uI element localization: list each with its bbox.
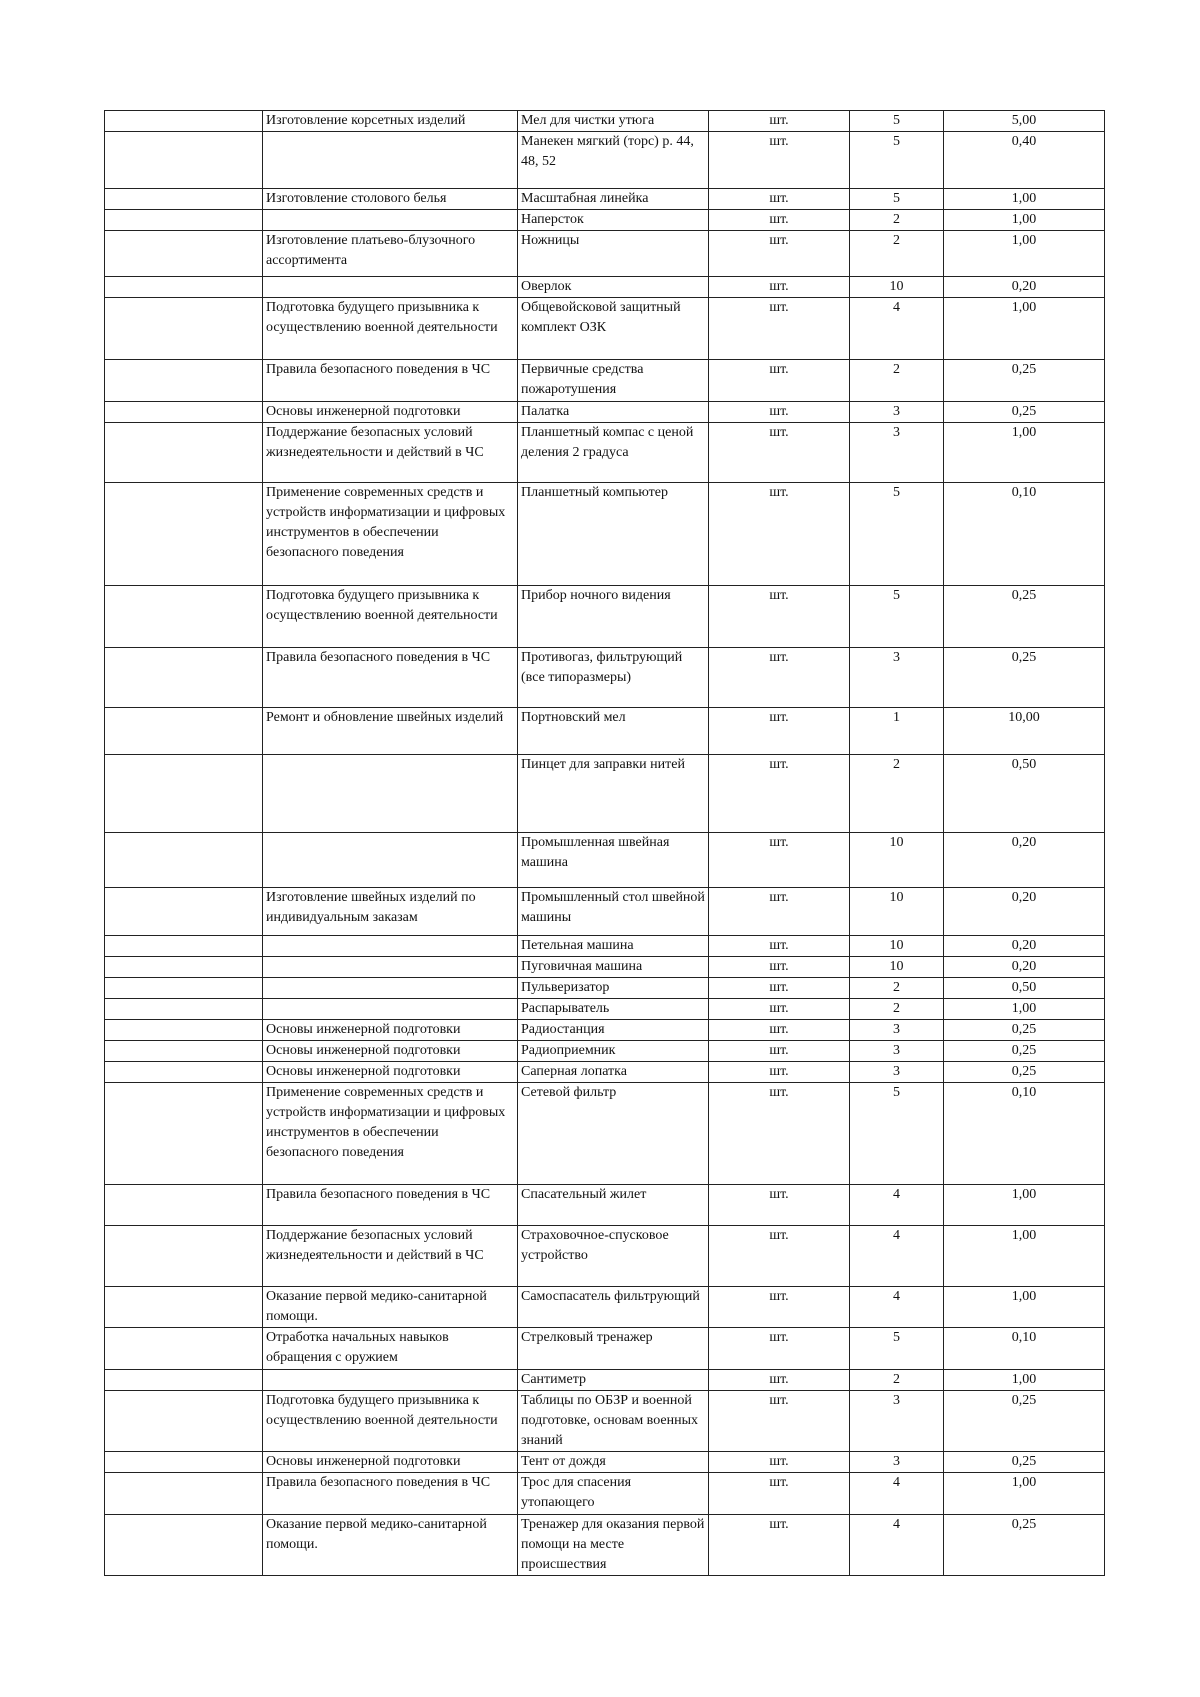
item-name-cell: Тренажер для оказания первой помощи на месте происшествия <box>518 1515 709 1576</box>
table-row <box>105 1020 1105 1041</box>
row-number-cell <box>105 483 263 586</box>
unit-cell: шт. <box>709 1370 850 1391</box>
item-name-cell: Петельная машина <box>518 936 709 957</box>
quantity-cell: 4 <box>850 1473 944 1515</box>
section-cell <box>263 1370 518 1391</box>
section-cell <box>263 755 518 833</box>
quantity-cell: 3 <box>850 1391 944 1452</box>
section-cell: Поддержание безопасных условий жизнедеятельности и действий в ЧС <box>263 423 518 483</box>
unit-cell: шт. <box>709 888 850 936</box>
section-cell: Правила безопасного поведения в ЧС <box>263 1185 518 1226</box>
item-name-cell: Масштабная линейка <box>518 189 709 210</box>
quantity-cell: 10 <box>850 957 944 978</box>
section-cell: Подготовка будущего призывника к осуществлению военной деятельности <box>263 586 518 648</box>
table-row <box>105 189 1105 210</box>
item-name-cell: Спасательный жилет <box>518 1185 709 1226</box>
section-cell <box>263 936 518 957</box>
unit-cell: шт. <box>709 1226 850 1287</box>
section-cell: Оказание первой медико-санитарной помощи. <box>263 1287 518 1328</box>
equipment-table <box>104 110 1105 1576</box>
item-name-cell: Портновский мел <box>518 708 709 755</box>
value-cell: 0,20 <box>944 833 1105 888</box>
quantity-cell: 2 <box>850 978 944 999</box>
item-name-cell: Промышленный стол швейной машины <box>518 888 709 936</box>
section-cell: Основы инженерной подготовки <box>263 1041 518 1062</box>
table-row <box>105 423 1105 483</box>
value-cell: 0,25 <box>944 1391 1105 1452</box>
row-number-cell <box>105 1083 263 1185</box>
unit-cell: шт. <box>709 210 850 231</box>
quantity-cell: 5 <box>850 1083 944 1185</box>
row-number-cell <box>105 1185 263 1226</box>
unit-cell: шт. <box>709 648 850 708</box>
quantity-cell: 5 <box>850 132 944 189</box>
section-cell: Изготовление столового белья <box>263 189 518 210</box>
value-cell: 0,50 <box>944 978 1105 999</box>
value-cell: 0,25 <box>944 1515 1105 1576</box>
value-cell: 1,00 <box>944 1473 1105 1515</box>
row-number-cell <box>105 132 263 189</box>
table-row <box>105 1391 1105 1452</box>
row-number-cell <box>105 1473 263 1515</box>
section-cell: Правила безопасного поведения в ЧС <box>263 1473 518 1515</box>
item-name-cell: Пульверизатор <box>518 978 709 999</box>
section-cell: Правила безопасного поведения в ЧС <box>263 360 518 402</box>
table-row <box>105 978 1105 999</box>
table-row <box>105 1226 1105 1287</box>
value-cell: 1,00 <box>944 999 1105 1020</box>
table-row <box>105 231 1105 277</box>
row-number-cell <box>105 755 263 833</box>
section-cell: Основы инженерной подготовки <box>263 1020 518 1041</box>
quantity-cell: 2 <box>850 1370 944 1391</box>
table-row <box>105 111 1105 132</box>
value-cell: 0,10 <box>944 483 1105 586</box>
quantity-cell: 3 <box>850 402 944 423</box>
table-row <box>105 936 1105 957</box>
quantity-cell: 4 <box>850 298 944 360</box>
table-row <box>105 833 1105 888</box>
table-row <box>105 277 1105 298</box>
table-row <box>105 648 1105 708</box>
unit-cell: шт. <box>709 1452 850 1473</box>
value-cell: 0,25 <box>944 1020 1105 1041</box>
item-name-cell: Стрелковый тренажер <box>518 1328 709 1370</box>
row-number-cell <box>105 111 263 132</box>
quantity-cell: 4 <box>850 1515 944 1576</box>
quantity-cell: 10 <box>850 833 944 888</box>
row-number-cell <box>105 360 263 402</box>
value-cell: 0,25 <box>944 402 1105 423</box>
row-number-cell <box>105 1287 263 1328</box>
value-cell: 1,00 <box>944 423 1105 483</box>
unit-cell: шт. <box>709 1391 850 1452</box>
unit-cell: шт. <box>709 1328 850 1370</box>
section-cell: Отработка начальных навыков обращения с оружием <box>263 1328 518 1370</box>
value-cell: 5,00 <box>944 111 1105 132</box>
item-name-cell: Мел для чистки утюга <box>518 111 709 132</box>
item-name-cell: Противогаз, фильтрующий (все типоразмеры) <box>518 648 709 708</box>
value-cell: 10,00 <box>944 708 1105 755</box>
value-cell: 1,00 <box>944 1370 1105 1391</box>
quantity-cell: 5 <box>850 111 944 132</box>
item-name-cell: Манекен мягкий (торс) р. 44, 48, 52 <box>518 132 709 189</box>
quantity-cell: 2 <box>850 231 944 277</box>
row-number-cell <box>105 1328 263 1370</box>
unit-cell: шт. <box>709 1020 850 1041</box>
row-number-cell <box>105 1020 263 1041</box>
table-row <box>105 1515 1105 1576</box>
table-row <box>105 586 1105 648</box>
value-cell: 1,00 <box>944 1185 1105 1226</box>
unit-cell: шт. <box>709 1041 850 1062</box>
section-cell: Применение современных средств и устройств информатизации и цифровых инструментов в обеспечении безопасного поведения <box>263 483 518 586</box>
section-cell <box>263 978 518 999</box>
section-cell: Подготовка будущего призывника к осуществлению военной деятельности <box>263 298 518 360</box>
table-row <box>105 1041 1105 1062</box>
unit-cell: шт. <box>709 978 850 999</box>
unit-cell: шт. <box>709 1473 850 1515</box>
item-name-cell: Сетевой фильтр <box>518 1083 709 1185</box>
section-cell: Основы инженерной подготовки <box>263 1452 518 1473</box>
section-cell <box>263 132 518 189</box>
unit-cell: шт. <box>709 833 850 888</box>
section-cell: Правила безопасного поведения в ЧС <box>263 648 518 708</box>
section-cell: Изготовление корсетных изделий <box>263 111 518 132</box>
quantity-cell: 3 <box>850 1452 944 1473</box>
item-name-cell: Самоспасатель фильтрующий <box>518 1287 709 1328</box>
quantity-cell: 10 <box>850 277 944 298</box>
table-row <box>105 957 1105 978</box>
item-name-cell: Оверлок <box>518 277 709 298</box>
row-number-cell <box>105 277 263 298</box>
quantity-cell: 5 <box>850 1328 944 1370</box>
quantity-cell: 3 <box>850 423 944 483</box>
table-row <box>105 132 1105 189</box>
item-name-cell: Планшетный компас с ценой деления 2 градуса <box>518 423 709 483</box>
item-name-cell: Саперная лопатка <box>518 1062 709 1083</box>
section-cell <box>263 957 518 978</box>
unit-cell: шт. <box>709 957 850 978</box>
section-cell <box>263 833 518 888</box>
table-row <box>105 1062 1105 1083</box>
item-name-cell: Пинцет для заправки нитей <box>518 755 709 833</box>
value-cell: 0,20 <box>944 888 1105 936</box>
unit-cell: шт. <box>709 755 850 833</box>
row-number-cell <box>105 1062 263 1083</box>
table-body <box>105 111 1105 1576</box>
row-number-cell <box>105 708 263 755</box>
value-cell: 0,20 <box>944 936 1105 957</box>
table-row <box>105 888 1105 936</box>
item-name-cell: Ножницы <box>518 231 709 277</box>
section-cell: Поддержание безопасных условий жизнедеятельности и действий в ЧС <box>263 1226 518 1287</box>
table-row <box>105 483 1105 586</box>
item-name-cell: Прибор ночного видения <box>518 586 709 648</box>
unit-cell: шт. <box>709 423 850 483</box>
quantity-cell: 5 <box>850 586 944 648</box>
unit-cell: шт. <box>709 999 850 1020</box>
row-number-cell <box>105 957 263 978</box>
row-number-cell <box>105 298 263 360</box>
item-name-cell: Палатка <box>518 402 709 423</box>
quantity-cell: 5 <box>850 189 944 210</box>
table-row <box>105 360 1105 402</box>
value-cell: 0,25 <box>944 1041 1105 1062</box>
quantity-cell: 2 <box>850 755 944 833</box>
value-cell: 0,50 <box>944 755 1105 833</box>
row-number-cell <box>105 1515 263 1576</box>
row-number-cell <box>105 1452 263 1473</box>
row-number-cell <box>105 936 263 957</box>
row-number-cell <box>105 189 263 210</box>
unit-cell: шт. <box>709 189 850 210</box>
row-number-cell <box>105 231 263 277</box>
value-cell: 0,10 <box>944 1083 1105 1185</box>
item-name-cell: Сантиметр <box>518 1370 709 1391</box>
item-name-cell: Радиостанция <box>518 1020 709 1041</box>
value-cell: 1,00 <box>944 1287 1105 1328</box>
section-cell: Оказание первой медико-санитарной помощи. <box>263 1515 518 1576</box>
unit-cell: шт. <box>709 231 850 277</box>
table-row <box>105 999 1105 1020</box>
value-cell: 0,25 <box>944 360 1105 402</box>
row-number-cell <box>105 586 263 648</box>
unit-cell: шт. <box>709 1185 850 1226</box>
section-cell: Изготовление швейных изделий по индивидуальным заказам <box>263 888 518 936</box>
value-cell: 1,00 <box>944 298 1105 360</box>
table-row <box>105 708 1105 755</box>
quantity-cell: 2 <box>850 360 944 402</box>
unit-cell: шт. <box>709 1287 850 1328</box>
quantity-cell: 2 <box>850 210 944 231</box>
row-number-cell <box>105 1041 263 1062</box>
value-cell: 0,25 <box>944 648 1105 708</box>
row-number-cell <box>105 999 263 1020</box>
value-cell: 0,25 <box>944 586 1105 648</box>
item-name-cell: Радиоприемник <box>518 1041 709 1062</box>
value-cell: 0,40 <box>944 132 1105 189</box>
item-name-cell: Тент от дождя <box>518 1452 709 1473</box>
row-number-cell <box>105 402 263 423</box>
table-row <box>105 1328 1105 1370</box>
item-name-cell: Планшетный компьютер <box>518 483 709 586</box>
item-name-cell: Наперсток <box>518 210 709 231</box>
row-number-cell <box>105 978 263 999</box>
unit-cell: шт. <box>709 402 850 423</box>
table-row <box>105 1452 1105 1473</box>
value-cell: 0,20 <box>944 277 1105 298</box>
unit-cell: шт. <box>709 298 850 360</box>
quantity-cell: 4 <box>850 1287 944 1328</box>
quantity-cell: 4 <box>850 1185 944 1226</box>
quantity-cell: 10 <box>850 888 944 936</box>
item-name-cell: Таблицы по ОБЗР и военной подготовке, основам военных знаний <box>518 1391 709 1452</box>
value-cell: 1,00 <box>944 189 1105 210</box>
quantity-cell: 4 <box>850 1226 944 1287</box>
section-cell: Ремонт и обновление швейных изделий <box>263 708 518 755</box>
row-number-cell <box>105 1226 263 1287</box>
row-number-cell <box>105 888 263 936</box>
unit-cell: шт. <box>709 483 850 586</box>
table-row <box>105 1287 1105 1328</box>
item-name-cell: Страховочное-спусковое устройство <box>518 1226 709 1287</box>
table-row <box>105 402 1105 423</box>
table-row <box>105 1083 1105 1185</box>
value-cell: 1,00 <box>944 1226 1105 1287</box>
value-cell: 1,00 <box>944 210 1105 231</box>
unit-cell: шт. <box>709 111 850 132</box>
section-cell: Основы инженерной подготовки <box>263 402 518 423</box>
section-cell <box>263 210 518 231</box>
row-number-cell <box>105 648 263 708</box>
item-name-cell: Первичные средства пожаротушения <box>518 360 709 402</box>
table-row <box>105 1185 1105 1226</box>
table-row <box>105 1473 1105 1515</box>
unit-cell: шт. <box>709 708 850 755</box>
unit-cell: шт. <box>709 360 850 402</box>
item-name-cell: Общевойсковой защитный комплект ОЗК <box>518 298 709 360</box>
table-row <box>105 1370 1105 1391</box>
unit-cell: шт. <box>709 1083 850 1185</box>
item-name-cell: Пуговичная машина <box>518 957 709 978</box>
row-number-cell <box>105 210 263 231</box>
table-row <box>105 298 1105 360</box>
section-cell: Основы инженерной подготовки <box>263 1062 518 1083</box>
quantity-cell: 1 <box>850 708 944 755</box>
unit-cell: шт. <box>709 132 850 189</box>
unit-cell: шт. <box>709 586 850 648</box>
item-name-cell: Трос для спасения утопающего <box>518 1473 709 1515</box>
quantity-cell: 3 <box>850 1020 944 1041</box>
value-cell: 0,20 <box>944 957 1105 978</box>
row-number-cell <box>105 833 263 888</box>
section-cell <box>263 999 518 1020</box>
row-number-cell <box>105 423 263 483</box>
row-number-cell <box>105 1391 263 1452</box>
quantity-cell: 2 <box>850 999 944 1020</box>
table-row <box>105 210 1105 231</box>
value-cell: 0,25 <box>944 1452 1105 1473</box>
section-cell <box>263 277 518 298</box>
unit-cell: шт. <box>709 277 850 298</box>
unit-cell: шт. <box>709 1062 850 1083</box>
quantity-cell: 3 <box>850 648 944 708</box>
quantity-cell: 5 <box>850 483 944 586</box>
row-number-cell <box>105 1370 263 1391</box>
section-cell: Применение современных средств и устройств информатизации и цифровых инструментов в обеспечении безопасного поведения <box>263 1083 518 1185</box>
item-name-cell: Промышленная швейная машина <box>518 833 709 888</box>
unit-cell: шт. <box>709 1515 850 1576</box>
quantity-cell: 3 <box>850 1041 944 1062</box>
value-cell: 0,10 <box>944 1328 1105 1370</box>
quantity-cell: 3 <box>850 1062 944 1083</box>
quantity-cell: 10 <box>850 936 944 957</box>
table-row <box>105 755 1105 833</box>
unit-cell: шт. <box>709 936 850 957</box>
section-cell: Подготовка будущего призывника к осуществлению военной деятельности <box>263 1391 518 1452</box>
value-cell: 0,25 <box>944 1062 1105 1083</box>
item-name-cell: Распарыватель <box>518 999 709 1020</box>
section-cell: Изготовление платьево-блузочного ассортимента <box>263 231 518 277</box>
value-cell: 1,00 <box>944 231 1105 277</box>
